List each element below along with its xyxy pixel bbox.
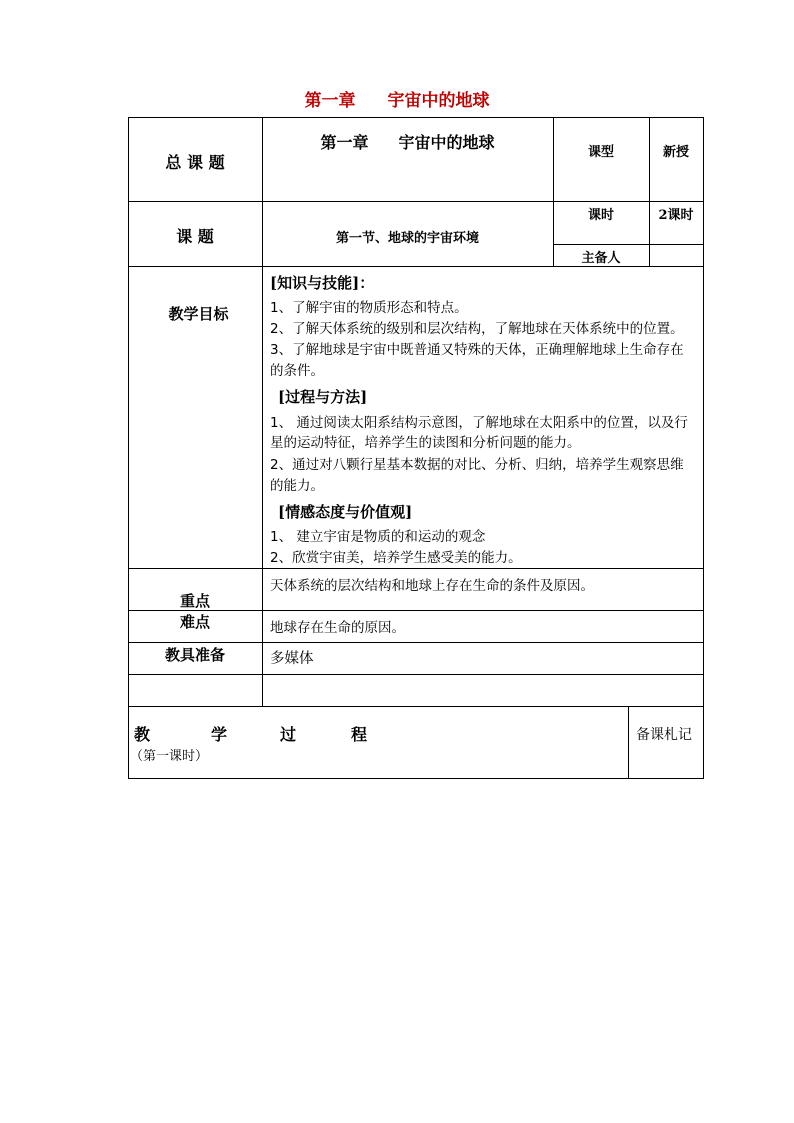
process-char: 学 (211, 725, 228, 744)
objective-item: 1、了解宇宙的物质形态和特点。 (270, 300, 468, 316)
objective-item: 2、了解天体系统的级别和层次结构，了解地球在天体系统中的位置。 (270, 321, 684, 337)
process-char: 过 (280, 725, 297, 744)
objective-item: 星的运动特征，培养学生的读图和分析问题的能力。 (270, 435, 581, 451)
periods-value: 2课时 (658, 208, 694, 223)
objective-item: 1、 通过阅读太阳系结构示意图，了解地球在太阳系中的位置，以及行 (270, 415, 688, 431)
preparer-label: 主备人 (581, 251, 621, 266)
col-divider (262, 117, 263, 706)
row-divider (128, 642, 704, 643)
table-border-right (703, 117, 704, 779)
notes-label: 备课札记 (636, 727, 692, 743)
materials-value: 多媒体 (270, 651, 314, 667)
row-divider (128, 706, 704, 707)
topic-label: 课 题 (176, 227, 214, 246)
objectives-label: 教学目标 (168, 305, 229, 323)
table-border-left (128, 117, 129, 779)
process-char: 程 (351, 725, 368, 744)
materials-label: 教具准备 (164, 646, 225, 664)
row-divider (128, 266, 704, 267)
lesson-type-value: 新授 (662, 145, 689, 160)
row-divider (128, 201, 704, 202)
objective-item: 2、通过对八颗行星基本数据的对比、分析、归纳，培养学生观察思维 (270, 457, 684, 473)
process-heading: [过程与方法] (278, 388, 368, 406)
objective-item: 3、了解地球是宇宙中既普通又特殊的天体，正确理解地球上生命存在 (270, 342, 684, 358)
objective-item: 1、 建立宇宙是物质的和运动的观念 (270, 529, 486, 545)
difficulty-value: 地球存在生命的原因。 (270, 620, 405, 636)
knowledge-heading: [知识与技能]： (270, 274, 375, 292)
total-topic-label: 总 课 题 (165, 153, 225, 172)
objective-item: 的能力。 (270, 478, 324, 494)
key-points-label: 重点 (179, 592, 210, 610)
periods-label: 课时 (587, 208, 614, 223)
objective-item: 的条件。 (270, 363, 324, 379)
col-divider (649, 117, 650, 266)
topic-value: 第一节、地球的宇宙环境 (335, 231, 479, 246)
difficulty-label: 难点 (179, 613, 210, 631)
key-points-value: 天体系统的层次结构和地球上存在生命的条件及原因。 (270, 578, 594, 594)
process-subtitle: （第一课时） (130, 749, 209, 764)
page-title: 第一章 宇宙中的地球 (304, 91, 490, 111)
col-divider (628, 706, 629, 778)
total-topic-value: 第一章 宇宙中的地球 (320, 133, 495, 152)
table-border-top (128, 117, 704, 118)
row-divider (553, 244, 704, 245)
process-char: 教 (134, 725, 151, 744)
col-divider (553, 117, 554, 266)
row-divider (128, 568, 704, 569)
lesson-type-label: 课型 (587, 145, 614, 160)
objective-item: 2、欣赏宇宙美，培养学生感受美的能力。 (270, 550, 522, 566)
emotion-heading: [情感态度与价值观] (278, 503, 413, 521)
row-divider (128, 674, 704, 675)
table-border-bottom (128, 778, 704, 779)
